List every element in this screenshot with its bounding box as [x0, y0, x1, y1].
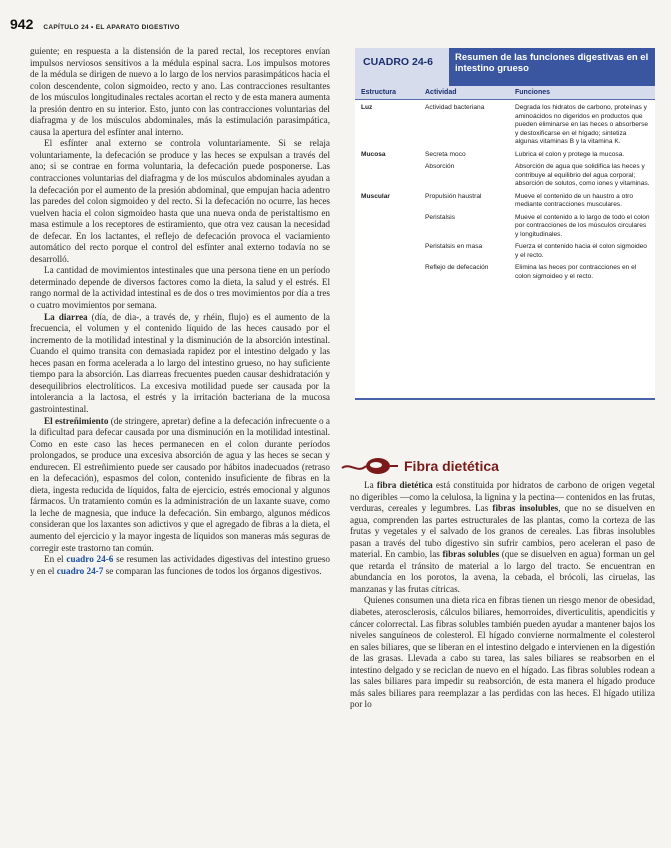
chapter-title: CAPÍTULO 24 • EL APARATO DIGESTIVO	[43, 24, 180, 31]
paragraph: El esfínter anal externo se controla voluntariamente. Si se relaja voluntariamente, la defecación se produce y las heces se expulsan a través del ano; si se contrae en forma voluntaria, la defecación puede posponerse. Las contracciones voluntarias del diafragma y de los músculos abdominales ayudan a la defecación por el aumento de la presión abdominal, que empujan hacia adentro las paredes del colon sigmoideo y del recto. Si la defecación no ocurre, las heces vuelven hacia el colon sigmoideo hasta que una nueva onda de peristaltismo en masa estimule a los receptores de estiramiento, que otra vez causan la necesidad de defecar. En los lactantes, el reflejo de defecación provoca el vaciamiento automático del recto porque el control del esfínter anal externo todavía no se desarrolló.	[30, 138, 330, 264]
page-number: 942	[10, 16, 34, 32]
term-diarrea: La diarrea	[44, 311, 88, 322]
paragraph: La fibra dietética está constituida por hidratos de carbono de origen vegetal no digeribles —como la celulosa, la lignina y la pectina— contenidos en las frutas, verduras, cereales y legumbres. Las fibras insolubles, que no se disuelven en agua, comprenden las partes estructurales de las plantas, como la corteza de las frutas y vegetales y el salvado de los granos de cereales. Las fibras insolubles pasan a través del tubo digestivo sin sufrir cambios, pero aceleran el paso de material. En cambio, las fibras solubles (que se disuelven en agua) forman un gel que retarda el tránsito de material a lo largo del tracto. Se encuentran en abundancia en los porotos, la avena, la cebada, el brócoli, las ciruelas, las manzanas y las frutas cítricas.	[350, 480, 655, 594]
left-column	[30, 46, 330, 577]
table-title: Resumen de las funciones digestivas en el intestino grueso	[449, 48, 655, 86]
cuadro-24-7-link[interactable]: cuadro 24-7	[56, 565, 104, 576]
table-row: Luz Actividad bacteriana Degrada los hidratos de carbono, proteínas y aminoácidos no digeridos en productos que pueden eliminarse en las heces o absorberse y destoxificarse en el hígado; sintetiza algunas vitaminas B y la vitamina K.	[361, 104, 649, 145]
paragraph: La cantidad de movimientos intestinales que una persona tiene en un período determinado depende de diversos factores como la dieta, la salud y el estrés. El rango normal de la actividad intestinal es de dos o tres movimientos por día a tres o cuatro movimientos por semana.	[30, 265, 330, 311]
table-row: Muscular Propulsión haustral Mueve el contenido de un haustro a otro mediante contracciones musculares.	[361, 192, 634, 208]
term-fibra-dietetica: fibra dietética	[376, 480, 433, 490]
table-row: Reflejo de defecación Elimina las heces por contracciones en el colon sigmoideo y el recto.	[425, 264, 637, 280]
paragraph: El estreñimiento (de stringere, apretar) define a la defecación infrecuente o a la dificultad para defecar causada por una disminución en la motilidad intestinal. Como en este caso las heces permanecen en el colon durante períodos prolongados, se produce una excesiva absorción de agua y las heces se secan y endurecen. El estreñimiento puede ser causado por hábitos inadecuados (retraso en la defecación), espasmos del colon, contenido insuficiente de fibras en la dieta, ingesta reducida de líquidos, falta de ejercicio, estrés emocional y algunos fármacos. Un tratamiento común es la administración de un laxante suave, como la leche de magnesia, que induce la defecación. Sin embargo, algunos médicos consideran que los laxantes son adictivos y que el agregado de fibras a la dieta, el aumento del ejercicio y la mayor ingesta de líquidos son maneras más seguras de corregir este trastorno tan común.	[30, 415, 330, 553]
right-column	[350, 480, 655, 711]
table-row: Absorción Absorción de agua que solidifica las heces y contribuye al equilibrio del agua corporal; absorción de solutos, como iones y vitaminas.	[425, 163, 650, 187]
summary-table	[355, 48, 655, 400]
column-header: Funciones	[515, 89, 551, 96]
table-row: Peristalsis Mueve el contenido a lo largo de todo el colon por contracciones de los músculos circulares y longitudinales.	[425, 213, 650, 238]
paragraph: La diarrea (día, de dia-, a través de, y rhéin, flujo) es el aumento de la frecuencia, el volumen y el contenido líquido de las heces causado por el incremento de la motilidad intestinal y la disminución de la absorción intestinal. Cuando el quimo transita con demasiada rapidez por el intestino delgado y las heces pasan en forma acelerada a lo largo del intestino grueso, no hay suficiente tiempo para la absorción. Las diarreas frecuentes pueden causar deshidratación y desequilibrios electrolíticos. La excesiva motilidad puede ser causada por la intolerancia a la lactosa, el estrés y la irritación bacteriana de la mucosa gastrointestinal.	[30, 311, 331, 414]
term-fibras-insolubles: fibras insolubles	[492, 503, 559, 514]
paragraph: En el cuadro 24-6 se resumen las actividades digestivas del intestino grueso y en el cuadro 24-7 se comparan las funciones de todos los órganos digestivos.	[30, 554, 330, 576]
page-header	[10, 16, 180, 34]
section-heading	[340, 452, 499, 480]
column-header: Actividad	[425, 89, 457, 96]
table-row: Peristalsis en masa Fuerza el contenido hacia el colon sigmoideo y el recto.	[425, 243, 647, 259]
digestive-tract-icon	[340, 452, 400, 480]
table-column-headers	[355, 86, 655, 100]
paragraph: Quienes consumen una dieta rica en fibras tienen un riesgo menor de obesidad, diabetes, aterosclerosis, cálculos biliares, hemorroides, diverticulitis, apendicitis y cáncer colorrectal. Las fibras solubles también pueden ayudar a mantener bajos los niveles sanguíneos de colesterol. El hígado convierne normalmente el colesterol en sales biliares, que se liberan en el intestino delgado e intervienen en la digestión de las grasas. Llevada a cabo su tarea, las sales biliares se reabsorben en el intestino delgado y se reciclan de nuevo en el hígado. Las fibras solubles rodean a las sales biliares para impedir su reabsorción, de esta manera el hígado produce más sales biliares para reemplazar a las perdidas con las heces. El hígado utiliza por lo	[350, 595, 655, 710]
table-row: Mucosa Secreta moco Lubrica el colon y protege la mucosa.	[361, 150, 625, 158]
paragraph: guiente; en respuesta a la distensión de la pared rectal, los receptores envían impulsos nerviosos sensitivos a la médula espinal sacra. Los impulsos motores de la médula se dirigen de nuevo a lo largo de los nervios parasimpáticos hacia el colon descendente, colon sigmoideo, recto y ano. Las contracciones resultantes de los músculos longitudinales rectales acortan el recto y de esta manera aumenta la presión dentro en su interior. Esto, junto con las contracciones voluntarias del diafragma y de los músculos abdominales, más la estimulación parasimpática, causa la apertura del esfínter anal interno.	[30, 46, 330, 137]
column-header: Estructura	[361, 89, 397, 96]
term-fibras-solubles: fibras solubles	[442, 549, 500, 560]
term-estrenimiento: El estreñimiento	[44, 415, 109, 426]
table-header	[355, 48, 655, 86]
section-title: Fibra dietética	[404, 458, 499, 474]
cuadro-24-6-link[interactable]: cuadro 24-6	[66, 554, 114, 565]
table-label: CUADRO 24-6	[355, 48, 449, 86]
